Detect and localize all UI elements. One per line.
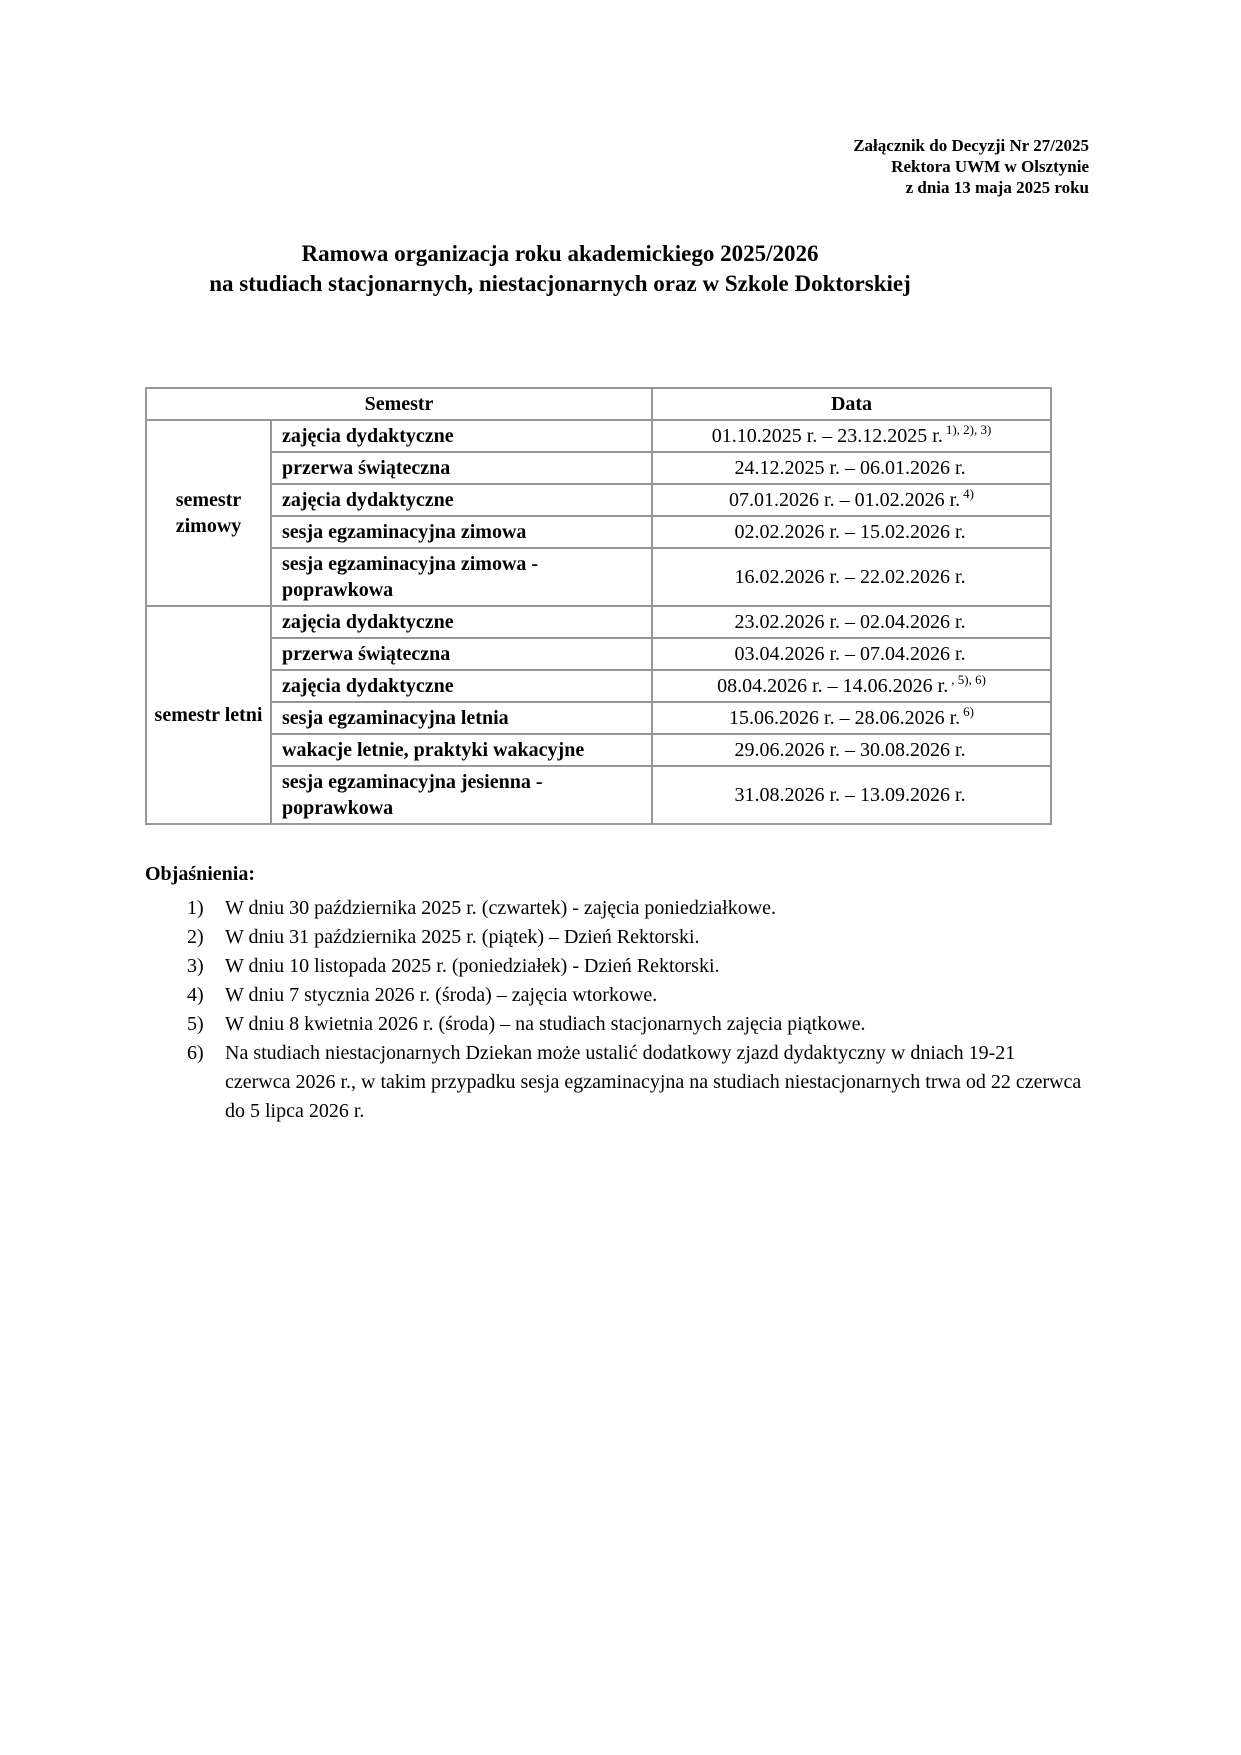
title-line-1: Ramowa organizacja roku akademickiego 2025/2026 (301, 241, 819, 266)
footnote-ref: , 5), 6) (951, 672, 986, 688)
note-number: 4) (187, 984, 204, 1006)
note-text: W dniu 30 października 2025 r. (czwartek) - zajęcia poniedziałkowe. (225, 897, 777, 919)
explanations-section (145, 861, 1095, 1126)
academic-calendar-table (145, 387, 1052, 825)
attachment-header (0, 135, 1089, 198)
activity-cell: sesja egzaminacyjna jesienna - poprawkowa (271, 766, 652, 824)
table-row (146, 734, 1051, 766)
title-line-2: na studiach stacjonarnych, niestacjonarnych oraz w Szkole Doktorskiej (209, 271, 911, 296)
date-text: 02.02.2026 r. – 15.02.2026 r. (734, 521, 966, 543)
date-text: 07.01.2026 r. – 01.02.2026 r. (729, 489, 961, 511)
date-cell (652, 766, 1051, 824)
note-item (145, 952, 1095, 981)
activity-cell: wakacje letnie, praktyki wakacyjne (271, 734, 652, 766)
note-text: W dniu 7 stycznia 2026 r. (środa) – zajęcia wtorkowe. (225, 984, 658, 1006)
activity-cell: sesja egzaminacyjna zimowa (271, 516, 652, 548)
winter-semester-label: semestr zimowy (146, 420, 271, 606)
note-number: 6) (187, 1042, 204, 1064)
date-cell (652, 516, 1051, 548)
footnote-ref: 1), 2), 3) (945, 422, 992, 438)
footnote-ref: 4) (963, 486, 974, 502)
explanations-heading: Objaśnienia: (145, 863, 256, 885)
table-header-semestr: Semestr (146, 388, 652, 420)
summer-semester-label: semestr letni (146, 606, 271, 824)
note-item (145, 1010, 1095, 1039)
date-text: 23.02.2026 r. – 02.04.2026 r. (734, 611, 966, 633)
note-text: W dniu 31 października 2025 r. (piątek) – Dzień Rektorski. (225, 926, 700, 948)
date-cell (652, 420, 1051, 452)
footnote-ref: 6) (963, 704, 974, 720)
date-text: 24.12.2025 r. – 06.01.2026 r. (734, 457, 966, 479)
note-text: W dniu 8 kwietnia 2026 r. (środa) – na studiach stacjonarnych zajęcia piątkowe. (225, 1013, 866, 1035)
attachment-line-1: Załącznik do Decyzji Nr 27/2025 (853, 136, 1089, 155)
table-row (146, 516, 1051, 548)
date-cell (652, 548, 1051, 606)
table-row (146, 484, 1051, 516)
note-item (145, 981, 1095, 1010)
activity-cell: przerwa świąteczna (271, 452, 652, 484)
date-cell (652, 734, 1051, 766)
document-title (120, 239, 1000, 299)
activity-cell: zajęcia dydaktyczne (271, 670, 652, 702)
activity-cell: przerwa świąteczna (271, 638, 652, 670)
table-row (146, 766, 1051, 824)
activity-cell: zajęcia dydaktyczne (271, 484, 652, 516)
date-text: 15.06.2026 r. – 28.06.2026 r. (729, 707, 961, 729)
date-cell (652, 484, 1051, 516)
table-row (146, 606, 1051, 638)
date-cell (652, 702, 1051, 734)
date-text: 01.10.2025 r. – 23.12.2025 r. (711, 425, 943, 447)
table-header-row (146, 388, 1051, 420)
note-text: Na studiach niestacjonarnych Dziekan może ustalić dodatkowy zjazd dydaktyczny w dniach 19-21 czerwca 2026 r., w takim przypadku sesja egzaminacyjna na studiach niestacjonarnych trwa od 22 czerwca do 5 lipca 2026 r. (225, 1042, 1082, 1122)
table-row (146, 452, 1051, 484)
activity-cell: zajęcia dydaktyczne (271, 420, 652, 452)
date-text: 03.04.2026 r. – 07.04.2026 r. (734, 643, 966, 665)
date-text: 16.02.2026 r. – 22.02.2026 r. (734, 566, 966, 588)
table-row (146, 420, 1051, 452)
date-cell (652, 670, 1051, 702)
date-text: 31.08.2026 r. – 13.09.2026 r. (734, 784, 966, 806)
activity-cell: sesja egzaminacyjna zimowa - poprawkowa (271, 548, 652, 606)
table-row (146, 548, 1051, 606)
note-item (145, 923, 1095, 952)
table-row (146, 702, 1051, 734)
date-cell (652, 606, 1051, 638)
date-cell (652, 638, 1051, 670)
note-number: 2) (187, 926, 204, 948)
date-text: 08.04.2026 r. – 14.06.2026 r. (717, 675, 949, 697)
note-item (145, 1039, 1095, 1126)
note-number: 3) (187, 955, 204, 977)
date-text: 29.06.2026 r. – 30.08.2026 r. (734, 739, 966, 761)
date-cell (652, 452, 1051, 484)
activity-cell: sesja egzaminacyjna letnia (271, 702, 652, 734)
table-row (146, 638, 1051, 670)
attachment-line-3: z dnia 13 maja 2025 roku (905, 178, 1089, 197)
table-header-data: Data (652, 388, 1051, 420)
note-text: W dniu 10 listopada 2025 r. (poniedziałek) - Dzień Rektorski. (225, 955, 720, 977)
table-row (146, 670, 1051, 702)
note-number: 5) (187, 1013, 204, 1035)
note-item (145, 894, 1095, 923)
activity-cell: zajęcia dydaktyczne (271, 606, 652, 638)
attachment-line-2: Rektora UWM w Olsztynie (891, 157, 1089, 176)
note-number: 1) (187, 897, 204, 919)
